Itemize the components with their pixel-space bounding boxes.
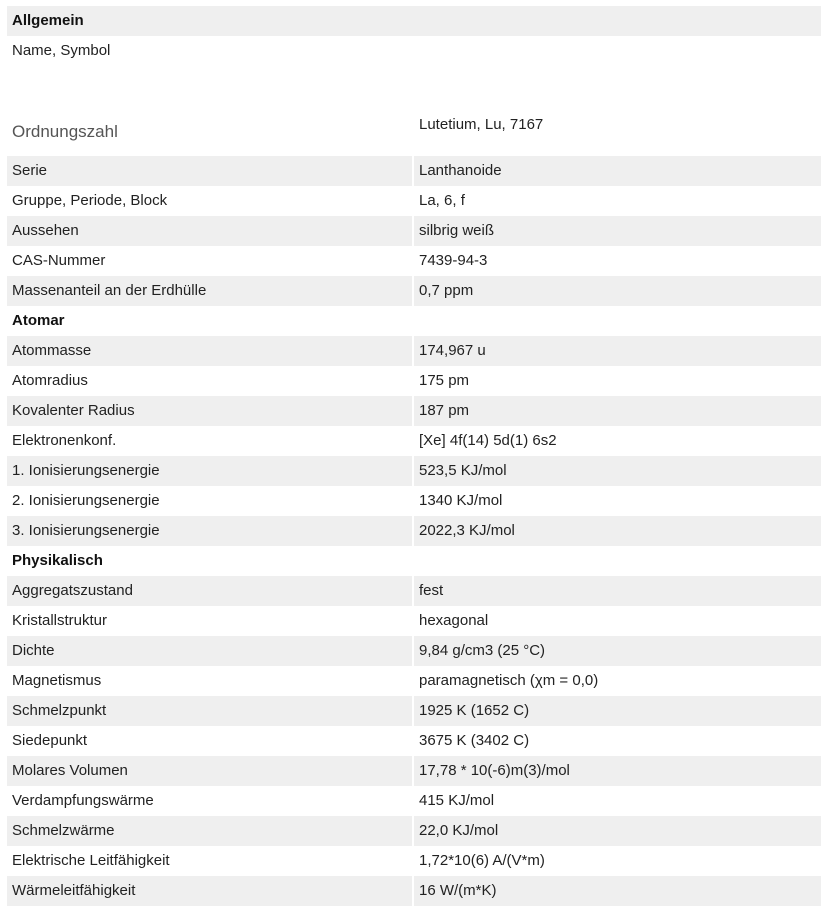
row-value: 17,78 * 10(-6)m(3)/mol	[414, 756, 821, 786]
row-label: Serie	[7, 156, 412, 186]
row-value: 7439-94-3	[419, 252, 488, 269]
table-row-elektrische-leitfaehigkeit	[7, 846, 821, 876]
row-value: 16 W/(m*K)	[414, 876, 821, 906]
row-label: 2. Ionisierungsenergie	[12, 492, 160, 509]
table-row-schmelzwaerme	[7, 816, 821, 846]
row-value: 1340 KJ/mol	[419, 492, 503, 509]
row-label: 3. Ionisierungsenergie	[7, 516, 412, 546]
table-row-magnetismus	[7, 666, 821, 696]
table-row-molares-volumen	[7, 756, 821, 786]
row-label: CAS-Nummer	[12, 252, 106, 269]
row-value: 415 KJ/mol	[419, 792, 495, 809]
row-value: silbrig weiß	[414, 216, 821, 246]
table-row-ionisierungsenergie-3	[7, 516, 821, 546]
row-value: 9,84 g/cm3 (25 °C)	[414, 636, 821, 666]
table-row-ionisierungsenergie-1	[7, 456, 821, 486]
row-label: Molares Volumen	[7, 756, 412, 786]
row-label: Gruppe, Periode, Block	[12, 192, 168, 209]
row-label: Schmelzwärme	[7, 816, 412, 846]
table-row-verdampfungswaerme	[7, 786, 821, 816]
row-label: Aussehen	[7, 216, 412, 246]
row-value: 175 pm	[419, 372, 470, 389]
name-symbol-label: Name, Symbol	[12, 42, 111, 59]
row-label: Atommasse	[7, 336, 412, 366]
table-row-kovalenter-radius	[7, 396, 821, 426]
table-row-atommasse	[7, 336, 821, 366]
row-label: Kovalenter Radius	[7, 396, 412, 426]
row-value: 1,72*10(6) A/(V*m)	[419, 852, 545, 869]
table-row-elektronenkonf	[7, 426, 821, 456]
section-header-physikalisch: Physikalisch	[12, 552, 103, 569]
table-row-dichte	[7, 636, 821, 666]
name-symbol-block	[7, 36, 821, 156]
row-label: Atomradius	[12, 372, 88, 389]
row-value: hexagonal	[419, 612, 489, 629]
table-row-schmelzpunkt	[7, 696, 821, 726]
row-label: Massenanteil an der Erdhülle	[7, 276, 412, 306]
name-symbol-ordnungszahl-value: Lutetium, Lu, 7167	[419, 116, 544, 133]
table-row-atomradius	[7, 366, 821, 396]
section-header-allgemein: Allgemein	[7, 6, 821, 36]
row-value: 1925 K (1652 C)	[414, 696, 821, 726]
section-header-atomar: Atomar	[12, 312, 65, 329]
row-value: 174,967 u	[414, 336, 821, 366]
table-row-cas-nummer	[7, 246, 821, 276]
table-row-massenanteil	[7, 276, 821, 306]
row-value: 22,0 KJ/mol	[414, 816, 821, 846]
row-value: [Xe] 4f(14) 5d(1) 6s2	[419, 432, 557, 449]
row-value: 523,5 KJ/mol	[414, 456, 821, 486]
row-value: Lanthanoide	[414, 156, 821, 186]
properties-table	[7, 6, 821, 906]
table-row-aussehen	[7, 216, 821, 246]
row-label: Schmelzpunkt	[7, 696, 412, 726]
row-value: fest	[414, 576, 821, 606]
row-label: Elektrische Leitfähigkeit	[12, 852, 170, 869]
table-row-siedepunkt	[7, 726, 821, 756]
row-value: 2022,3 KJ/mol	[414, 516, 821, 546]
table-row-waermeleitfaehigkeit	[7, 876, 821, 906]
row-value: 187 pm	[414, 396, 821, 426]
table-row-serie	[7, 156, 821, 186]
row-label: Dichte	[7, 636, 412, 666]
row-value: 0,7 ppm	[414, 276, 821, 306]
table-row-gruppe-periode-block	[7, 186, 821, 216]
row-value: paramagnetisch (χm = 0,0)	[419, 672, 599, 689]
row-label: Aggregatszustand	[7, 576, 412, 606]
row-label: Verdampfungswärme	[12, 792, 154, 809]
row-label: Kristallstruktur	[12, 612, 108, 629]
table-row-kristallstruktur	[7, 606, 821, 636]
row-label: Magnetismus	[12, 672, 102, 689]
table-row-ionisierungsenergie-2	[7, 486, 821, 516]
table-row-aggregatszustand	[7, 576, 821, 606]
row-value: 3675 K (3402 C)	[419, 732, 530, 749]
row-value: La, 6, f	[419, 192, 465, 209]
row-label: Wärmeleitfähigkeit	[7, 876, 412, 906]
row-label: 1. Ionisierungsenergie	[7, 456, 412, 486]
row-label: Siedepunkt	[12, 732, 88, 749]
ordnungszahl-label: Ordnungszahl	[12, 122, 118, 141]
row-label: Elektronenkonf.	[12, 432, 117, 449]
